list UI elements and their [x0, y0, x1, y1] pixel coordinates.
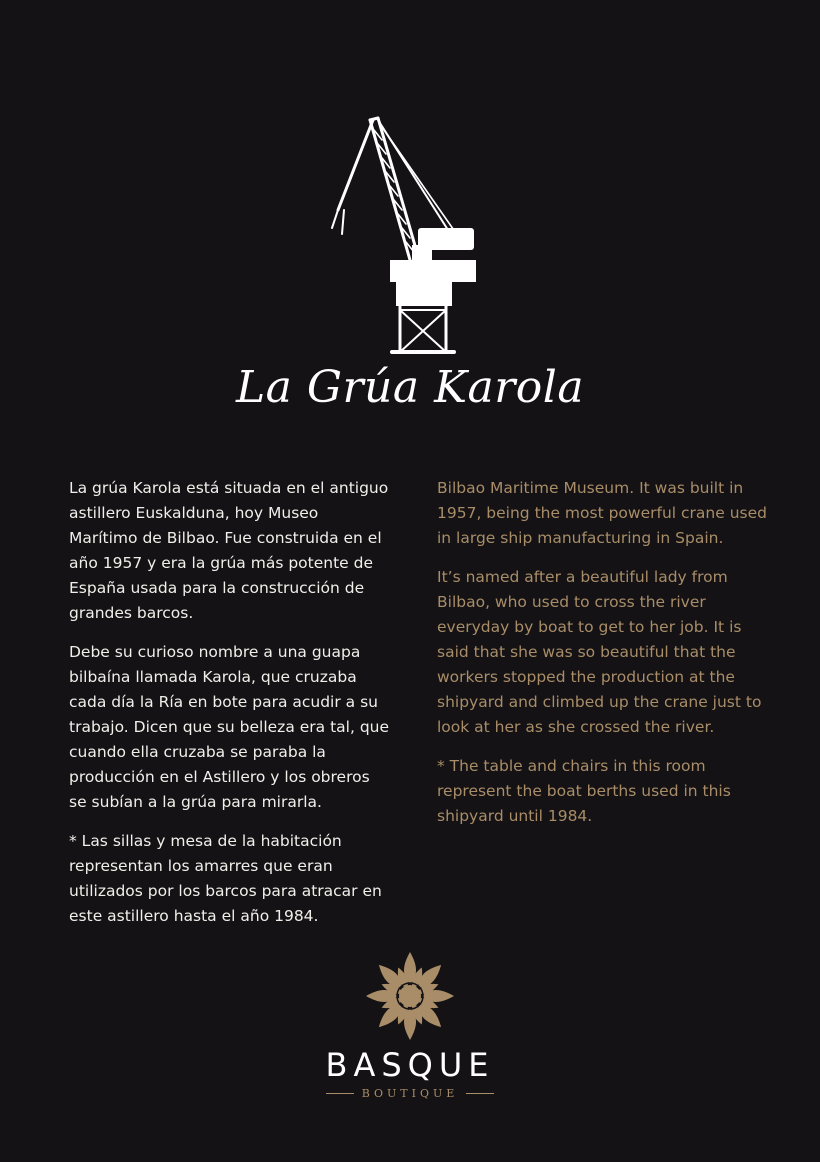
- page-title: La Grúa Karola: [235, 362, 585, 413]
- brand-tagline: BOUTIQUE: [361, 1087, 459, 1100]
- brand-name: BASQUE: [325, 1046, 495, 1084]
- spanish-paragraph-1: La grúa Karola está situada en el antiguo astillero Euskalduna, hoy Museo Marítimo de Bilbao. Fue construida en el año 1957 y era la grúa más potente de España usada para la construcción de grandes barcos.: [69, 479, 389, 622]
- english-column: [437, 476, 767, 843]
- spanish-paragraph-2: Debe su curioso nombre a una guapa bilbaína llamada Karola, que cruzaba cada día la Ría en bote para acudir a su trabajo. Dicen que su belleza era tal, que cuando ella cruzaba se paraba la producción en el Astillero y los obreros se subían a la grúa para mirarla.: [69, 643, 390, 811]
- sunflower-logo-icon: [360, 948, 460, 1044]
- tagline-divider-left: [326, 1093, 354, 1094]
- brand-tagline-row: [325, 1087, 495, 1100]
- spanish-paragraph-3: * Las sillas y mesa de la habitación representan los amarres que eran utilizados por los barcos para atracar en este astillero hasta el año 1984.: [69, 832, 382, 925]
- tagline-divider-right: [466, 1093, 494, 1094]
- spanish-column: [69, 476, 389, 943]
- english-paragraph-3: * The table and chairs in this room represent the boat berths used in this shipyard until 1984.: [437, 757, 731, 825]
- crane-illustration: [318, 110, 488, 360]
- english-paragraph-2: It’s named after a beautiful lady from Bilbao, who used to cross the river everyday by boat to get to her job. It is said that she was so beautiful that the workers stopped the production at the shipyard and climbed up the crane just to look at her as she crossed the river.: [437, 568, 762, 736]
- english-paragraph-1: Bilbao Maritime Museum. It was built in 1957, being the most powerful crane used in large ship manufacturing in Spain.: [437, 479, 767, 547]
